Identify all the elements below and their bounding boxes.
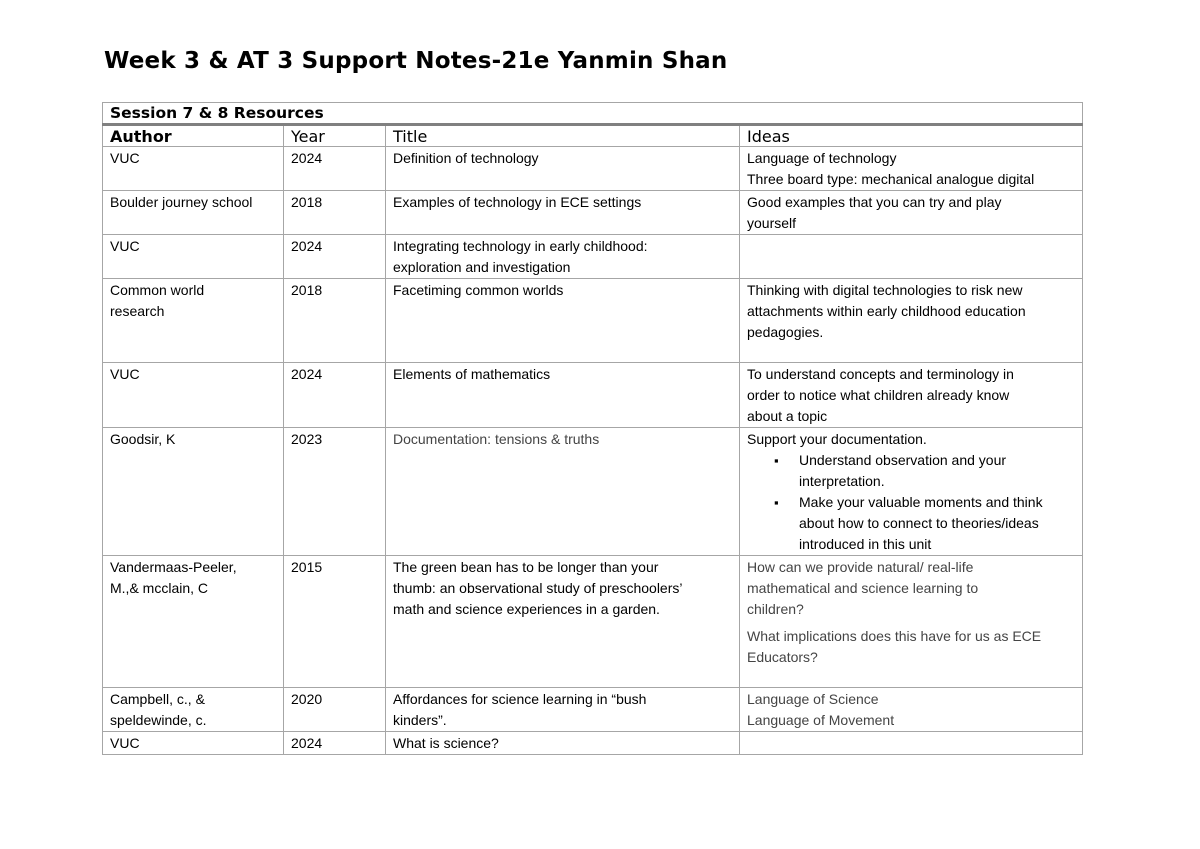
year-cell: 2024 <box>284 235 386 279</box>
ideas-line: yourself <box>747 215 797 231</box>
ideas-cell <box>740 428 1083 556</box>
title-cell <box>386 147 740 191</box>
ideas-line: mathematical and science learning to <box>747 580 979 596</box>
header-ideas: Ideas <box>740 125 1083 147</box>
year-cell: 2024 <box>284 147 386 191</box>
year-cell: 2024 <box>284 732 386 755</box>
table-row <box>103 428 1083 556</box>
table-row <box>103 147 1083 191</box>
resources-table <box>102 102 1083 755</box>
table-caption: Session 7 & 8 Resources <box>103 103 1083 125</box>
ideas-cell <box>740 688 1083 732</box>
ideas-line: pedagogies. <box>747 324 824 340</box>
ideas-line: Three board type: mechanical analogue digital <box>747 171 1035 187</box>
ideas-line: children? <box>747 601 804 617</box>
title-line: The green bean has to be longer than your <box>393 559 659 575</box>
author-line: VUC <box>110 366 140 382</box>
author-cell <box>103 688 284 732</box>
author-line: research <box>110 303 165 319</box>
table-header-row <box>103 125 1083 147</box>
author-cell <box>103 191 284 235</box>
bullet-line: ▪ Understand observation and your <box>799 452 1007 468</box>
title-line: Elements of mathematics <box>393 366 551 382</box>
title-cell <box>386 556 740 688</box>
ideas-line: Language of technology <box>747 150 897 166</box>
title-cell <box>386 235 740 279</box>
title-cell <box>386 732 740 755</box>
ideas-line: Thinking with digital technologies to risk new <box>747 282 1023 298</box>
title-cell <box>386 428 740 556</box>
title-line: Documentation: tensions & truths <box>393 431 600 447</box>
page-title: Week 3 & AT 3 Support Notes-21e Yanmin Shan <box>104 48 728 74</box>
year-cell: 2018 <box>284 191 386 235</box>
title-line: math and science experiences in a garden. <box>393 601 660 617</box>
title-line: Integrating technology in early childhood: <box>393 238 648 254</box>
author-line: Vandermaas-Peeler, <box>110 559 237 575</box>
author-cell <box>103 428 284 556</box>
title-line: Facetiming common worlds <box>393 282 564 298</box>
year-cell: 2020 <box>284 688 386 732</box>
header-author: Author <box>103 125 284 147</box>
author-cell <box>103 363 284 428</box>
title-line: Affordances for science learning in “bush <box>393 691 647 707</box>
ideas-line: Language of Science <box>747 691 879 707</box>
author-cell <box>103 279 284 363</box>
title-line: kinders”. <box>393 712 447 728</box>
title-cell <box>386 279 740 363</box>
title-line: Examples of technology in ECE settings <box>393 194 642 210</box>
title-cell <box>386 688 740 732</box>
year-cell: 2015 <box>284 556 386 688</box>
bullet-line: about how to connect to theories/ideas <box>799 515 1039 531</box>
author-line: speldewinde, c. <box>110 712 207 728</box>
title-line: Definition of technology <box>393 150 539 166</box>
ideas-cell <box>740 191 1083 235</box>
ideas-line: order to notice what children already know <box>747 387 1010 403</box>
table-row <box>103 279 1083 363</box>
title-line: exploration and investigation <box>393 259 571 275</box>
ideas-cell <box>740 363 1083 428</box>
ideas-cell <box>740 279 1083 363</box>
author-cell <box>103 235 284 279</box>
author-cell <box>103 732 284 755</box>
table-row <box>103 191 1083 235</box>
ideas-line: What implications does this have for us as ECE <box>747 628 1042 644</box>
author-line: VUC <box>110 150 140 166</box>
ideas-line: Support your documentation. <box>747 431 927 447</box>
ideas-line: Language of Movement <box>747 712 895 728</box>
author-cell <box>103 556 284 688</box>
table-row <box>103 363 1083 428</box>
bullet-line: introduced in this unit <box>799 536 932 552</box>
table-row <box>103 235 1083 279</box>
list-item <box>799 492 1075 555</box>
title-cell <box>386 363 740 428</box>
title-line: What is science? <box>393 735 499 751</box>
year-cell: 2018 <box>284 279 386 363</box>
table-row <box>103 556 1083 688</box>
ideas-line: How can we provide natural/ real-life <box>747 559 974 575</box>
author-line: Boulder journey school <box>110 194 253 210</box>
author-line: Campbell, c., & <box>110 691 205 707</box>
ideas-bullet-list <box>747 450 1075 555</box>
ideas-line: attachments within early childhood education <box>747 303 1026 319</box>
author-line: Goodsir, K <box>110 431 176 447</box>
title-cell <box>386 191 740 235</box>
year-cell: 2023 <box>284 428 386 556</box>
header-year: Year <box>284 125 386 147</box>
title-line: thumb: an observational study of preschoolers’ <box>393 580 683 596</box>
ideas-cell <box>740 732 1083 755</box>
ideas-line: Educators? <box>747 649 818 665</box>
bullet-line: ▪ Make your valuable moments and think <box>799 494 1043 510</box>
table-row <box>103 688 1083 732</box>
table-row <box>103 732 1083 755</box>
ideas-line: about a topic <box>747 408 828 424</box>
ideas-line: To understand concepts and terminology in <box>747 366 1014 382</box>
year-cell: 2024 <box>284 363 386 428</box>
author-line: M.,& mcclain, C <box>110 580 209 596</box>
author-line: VUC <box>110 735 140 751</box>
author-line: Common world <box>110 282 205 298</box>
ideas-cell <box>740 556 1083 688</box>
ideas-line: Good examples that you can try and play <box>747 194 1002 210</box>
bullet-line: interpretation. <box>799 473 885 489</box>
list-item <box>799 450 1075 492</box>
table-caption-row <box>103 103 1083 125</box>
ideas-cell <box>740 147 1083 191</box>
author-line: VUC <box>110 238 140 254</box>
header-title: Title <box>386 125 740 147</box>
author-cell <box>103 147 284 191</box>
ideas-cell <box>740 235 1083 279</box>
